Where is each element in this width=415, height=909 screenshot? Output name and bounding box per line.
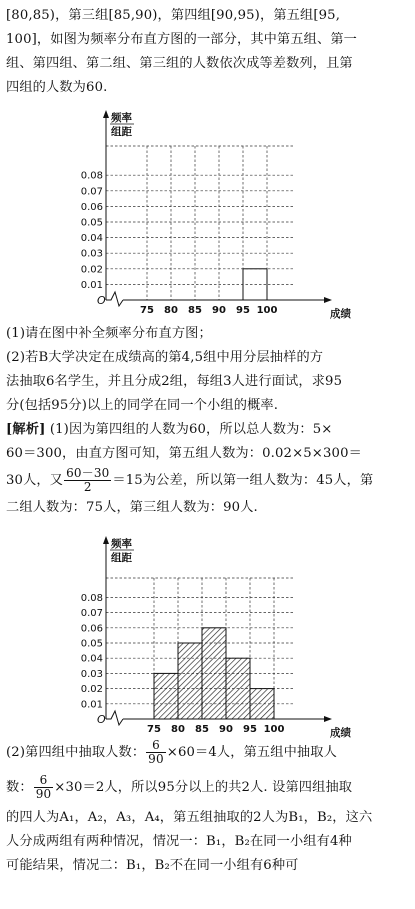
solution-line: 可能结果，情况二：B₁，B₂不在同一小组有6种可 (6, 858, 299, 873)
x-axis-arrow (324, 716, 332, 722)
x-tick-label: 100 (263, 724, 285, 735)
solution-text: ＝15为公差，所以第一组人数为：45人，第 (112, 473, 374, 488)
question-2-line: 分(包括95分)以上的同学在同一个小组的概率. (6, 398, 279, 413)
problem-text (6, 4, 410, 100)
y-tick-label: 0.02 (80, 264, 103, 276)
histogram-bar (202, 628, 226, 719)
y-axis-label-bottom: 组距 (111, 552, 132, 564)
problem-line: 100]，如图为频率分布直方图的一部分，其中第五组、第一 (6, 32, 358, 47)
solution-line: 二组人数为：75人，第三组人数为：90人. (6, 500, 258, 515)
x-tick-label: 75 (140, 305, 154, 316)
histogram-partial (60, 108, 360, 330)
question-2-line: (2)若B大学决定在成绩高的第4,5组中用分层抽样的方 (6, 350, 324, 365)
solution-part-1 (6, 418, 410, 520)
x-axis-label: 成绩 (330, 727, 351, 739)
y-axis-arrow (103, 536, 109, 544)
solution-line: (1)因为第四组的人数为60，所以总人数为：5× (49, 422, 333, 437)
axis-break (106, 711, 123, 725)
y-tick-label: 0.02 (80, 684, 103, 696)
histogram-bar (154, 673, 178, 719)
y-tick-label: 0.08 (80, 592, 103, 604)
origin-label: O (97, 294, 106, 307)
problem-line: [80,85)，第三组[85,90)，第四组[90,95)，第五组[95, (6, 8, 341, 23)
y-tick-label: 0.03 (80, 248, 103, 260)
problem-line: 四组的人数为60. (6, 80, 108, 95)
fraction: $\frac{60-30}{2}$ (66, 466, 110, 494)
histogram-complete (60, 534, 360, 744)
y-tick-label: 0.06 (80, 623, 103, 635)
solution-tag: [解析] (6, 422, 46, 437)
x-tick-label: 90 (219, 724, 233, 735)
histogram-bar (178, 643, 202, 719)
histogram-bar (250, 689, 274, 719)
problem-line: 组、第四组、第二组、第三组的人数依次成等差数列，且第 (6, 56, 353, 71)
x-tick-label: 95 (243, 724, 257, 735)
y-axis-label-top: 频率 (111, 538, 132, 550)
x-tick-label: 90 (212, 305, 226, 316)
y-axis-arrow (103, 110, 109, 118)
origin-label: O (97, 713, 106, 726)
y-tick-label: 0.08 (80, 170, 103, 182)
y-tick-label: 0.05 (80, 217, 103, 229)
y-tick-label: 0.04 (80, 653, 103, 665)
solution-text: ×60＝4人，第五组中抽取人 (166, 745, 337, 760)
x-tick-label: 100 (256, 305, 278, 316)
x-tick-label: 85 (188, 305, 202, 316)
y-tick-label: 0.04 (80, 233, 103, 245)
question-1: (1)请在图中补全频率分布直方图； (6, 326, 212, 341)
fraction: $\frac{6}{90}$ (148, 738, 164, 766)
x-axis-arrow (324, 297, 332, 303)
y-tick-label: 0.03 (80, 668, 103, 680)
questions (6, 322, 410, 418)
x-tick-label: 85 (195, 724, 209, 735)
y-tick-label: 0.07 (80, 186, 103, 198)
fraction: $\frac{6}{90}$ (35, 773, 52, 801)
x-tick-label: 80 (164, 305, 178, 316)
y-tick-label: 0.07 (80, 608, 103, 620)
question-2-line: 法抽取6名学生，并且分成2组，每组3人进行面试，求95 (6, 374, 343, 389)
x-tick-label: 80 (171, 724, 185, 735)
x-axis-label: 成绩 (330, 308, 351, 320)
solution-line: 60＝300，由直方图可知，第五组人数为：0.02×5×300＝ (6, 446, 362, 461)
solution-line: 人分成两组有两种情况，情况一：B₁，B₂在同一小组有4种 (6, 834, 352, 849)
solution-text: (2)第四组中抽取人数： (6, 745, 146, 760)
x-tick-label: 95 (236, 305, 250, 316)
y-tick-label: 0.06 (80, 201, 103, 213)
y-tick-label: 0.05 (80, 638, 103, 650)
histogram-bar (226, 658, 250, 719)
y-tick-label: 0.01 (80, 279, 103, 291)
solution-text: 30人，又 (6, 473, 64, 488)
solution-part-2 (6, 736, 410, 878)
solution-text: 数： (6, 780, 33, 795)
solution-line: 的四人为A₁，A₂，A₃，A₄，第五组抽取的2人为B₁，B₂，这六 (6, 810, 373, 825)
x-tick-label: 75 (147, 724, 161, 735)
y-axis-label-bottom: 组距 (111, 126, 132, 138)
axis-break (106, 292, 123, 306)
y-axis-label-top: 频率 (111, 112, 132, 124)
y-tick-label: 0.01 (80, 699, 103, 711)
solution-text: ×30＝2人，所以95分以上的共2人. 设第四组抽取 (54, 780, 353, 795)
